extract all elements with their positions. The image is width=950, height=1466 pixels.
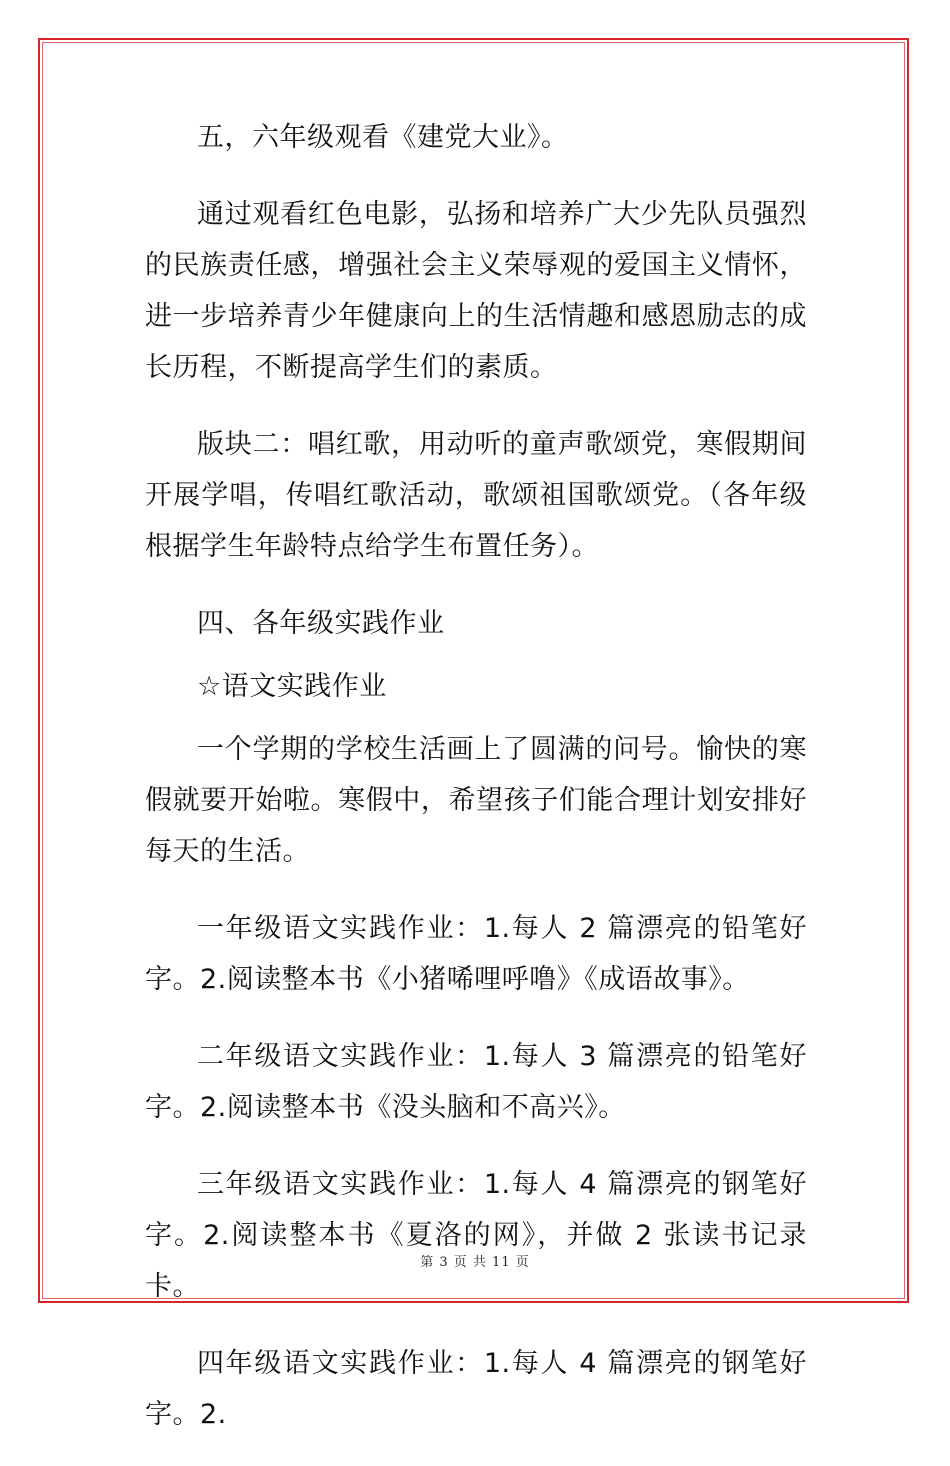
paragraph-section-two-songs: 版块二：唱红歌，用动听的童声歌颂党，寒假期间开展学唱，传唱红歌活动，歌颂祖国歌颂党。（各年级根据学生年龄特点给学生布置任务）。 bbox=[145, 429, 807, 562]
paragraph-grade3-homework: 三年级语文实践作业：1.每人 4 篇漂亮的钢笔好字。2.阅读整本书《夏洛的网》，并做 2 张读书记录卡。 bbox=[145, 1169, 807, 1302]
paragraph-grade5-6-movie: 五，六年级观看《建党大业》。 bbox=[197, 122, 569, 153]
paragraph-movie-purpose: 通过观看红色电影，弘扬和培养广大少先队员强烈的民族责任感，增强社会主义荣辱观的爱国主义情怀，进一步培养青少年健康向上的生活情趣和感恩励志的成长历程，不断提高学生们的素质。 bbox=[145, 199, 807, 383]
subheading-chinese-practice: ☆语文实践作业 bbox=[197, 671, 387, 702]
section-heading-practice-homework: 四、各年级实践作业 bbox=[197, 608, 445, 639]
paragraph-grade2-homework: 二年级语文实践作业：1.每人 3 篇漂亮的铅笔好字。2.阅读整本书《没头脑和不高兴》。 bbox=[145, 1041, 807, 1123]
paragraph-grade4-homework: 四年级语文实践作业：1.每人 4 篇漂亮的钢笔好字。2. bbox=[145, 1348, 807, 1430]
paragraph-grade1-homework: 一年级语文实践作业：1.每人 2 篇漂亮的铅笔好字。2.阅读整本书《小猪唏哩呼噜》《成语故事》。 bbox=[145, 913, 807, 995]
page-number-footer: 第 3 页 共 11 页 bbox=[420, 1255, 530, 1270]
paragraph-winter-intro: 一个学期的学校生活画上了圆满的问号。愉快的寒假就要开始啦。寒假中，希望孩子们能合理计划安排好每天的生活。 bbox=[145, 734, 807, 867]
